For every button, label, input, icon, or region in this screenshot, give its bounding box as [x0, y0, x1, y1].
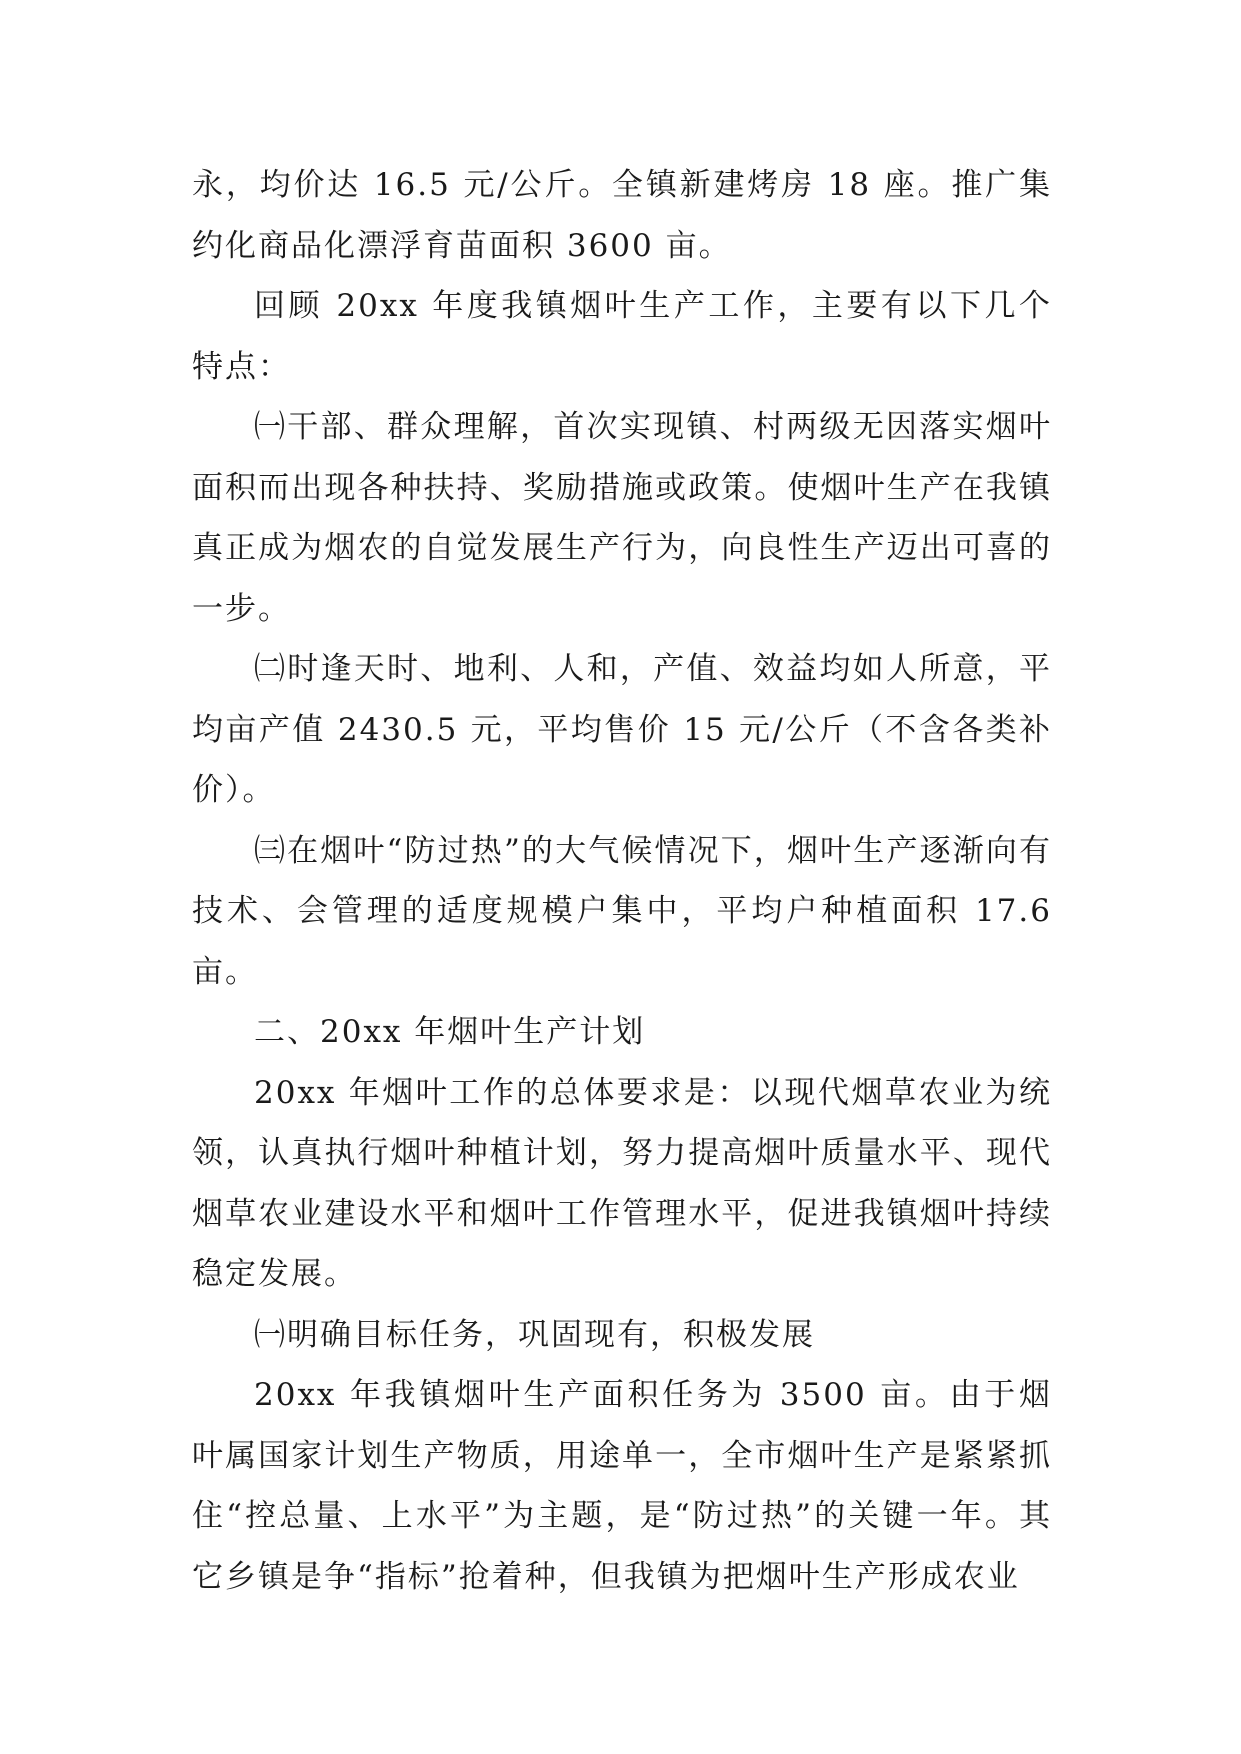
- section-heading-plan: 二、20xx 年烟叶生产计划: [254, 1014, 646, 1050]
- paragraph-feature-2: ㈡时逢天时、地利、人和，产值、效益均如人所意，平均亩产值 2430.5 元，平均售价 15 元/公斤（不含各类补价）。: [192, 651, 1052, 808]
- paragraph-feature-1: ㈠干部、群众理解，首次实现镇、村两级无因落实烟叶面积而出现各种扶持、奖励措施或政策。使烟叶生产在我镇真正成为烟农的自觉发展生产行为，向良性生产迈出可喜的一步。: [192, 409, 1052, 627]
- paragraph-overall-requirement: 20xx 年烟叶工作的总体要求是：以现代烟草农业为统领，认真执行烟叶种植计划，努力提高烟叶质量水平、现代烟草农业建设水平和烟叶工作管理水平，促进我镇烟叶持续稳定发展。: [192, 1074, 1052, 1292]
- document-body: [192, 155, 1052, 1607]
- paragraph-feature-3: ㈢在烟叶“防过热”的大气候情况下，烟叶生产逐渐向有技术、会管理的适度规模户集中，平均户种植面积 17.6 亩。: [192, 832, 1052, 990]
- paragraph-review-intro: 回顾 20xx 年度我镇烟叶生产工作，主要有以下几个特点：: [192, 288, 1052, 385]
- paragraph-area-task: 20xx 年我镇烟叶生产面积任务为 3500 亩。由于烟叶属国家计划生产物质，用途单一，全市烟叶生产是紧紧抓住“控总量、上水平”为主题，是“防过热”的关键一年。其它乡镇是争“指标”抢着种，但我镇为把烟叶生产形成农业: [192, 1377, 1052, 1595]
- paragraph-continuation: 永，均价达 16.5 元/公斤。全镇新建烤房 18 座。推广集约化商品化漂浮育苗面积 3600 亩。: [192, 167, 1052, 264]
- subsection-heading-goals: ㈠明确目标任务，巩固现有，积极发展: [254, 1316, 815, 1353]
